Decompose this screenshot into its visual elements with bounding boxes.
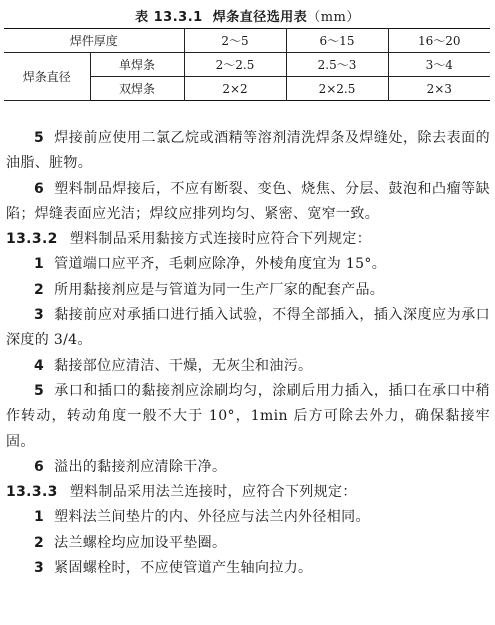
body-text — [6, 126, 490, 581]
clause-number: 5 — [34, 382, 45, 399]
clause-text: 黏接部位应清洁、干燥，无灰尘和油污。 — [54, 357, 313, 374]
section-text: 塑料制品采用法兰连接时，应符合下列规定： — [69, 484, 357, 501]
clause-text: 所用黏接剂应是与管道为同一生产厂家的配套产品。 — [54, 281, 385, 298]
clause-paragraph — [6, 278, 490, 303]
clause-text: 溢出的黏接剂应清除干净。 — [54, 458, 227, 475]
section-text: 塑料制品采用黏接方式连接时应符合下列规定： — [69, 231, 372, 248]
clause-paragraph — [6, 531, 490, 556]
clause-text: 管道端口应平齐，毛刺应除净，外棱角度宜为 15°。 — [54, 256, 387, 273]
clause-number: 6 — [34, 458, 45, 475]
clause-number: 4 — [34, 357, 45, 374]
clause-number: 2 — [34, 534, 45, 551]
clause-paragraph — [6, 556, 490, 581]
clause-number: 3 — [34, 560, 45, 577]
group-label-cell: 焊条直径 — [4, 53, 90, 101]
clause-text: 承口和插口的黏接剂应涂刷均匀，涂刷后用力插入，插口在承口中稍作转动，转动角度一般不大于 10°，1min 后方可除去外力，确保黏接牢固。 — [6, 382, 490, 450]
table-header-row — [4, 29, 490, 53]
section-heading — [6, 227, 490, 252]
table-cell: 3～4 — [388, 53, 490, 77]
table-caption — [0, 6, 495, 25]
clause-number: 6 — [34, 180, 45, 197]
table-cell: 2×2 — [184, 77, 286, 101]
row-label-cell: 单焊条 — [90, 53, 184, 77]
clause-number: 2 — [34, 281, 45, 298]
header-value-cell: 6～15 — [286, 29, 388, 53]
clause-paragraph — [6, 126, 490, 177]
clause-text: 黏接前应对承插口进行插入试验，不得全部插入，插入深度应为承口深度的 3/4。 — [6, 307, 490, 349]
clause-text: 法兰螺栓均应加设平垫圈。 — [54, 534, 227, 551]
section-number: 13.3.3 — [6, 484, 58, 501]
clause-paragraph — [6, 455, 490, 480]
clause-paragraph — [6, 303, 490, 354]
section-number: 13.3.2 — [6, 231, 58, 248]
table-cell: 2.5～3 — [286, 53, 388, 77]
header-value-cell: 2～5 — [184, 29, 286, 53]
table-cell: 2×3 — [388, 77, 490, 101]
clause-number: 1 — [34, 509, 45, 526]
clause-paragraph — [6, 379, 490, 455]
clause-paragraph — [6, 354, 490, 379]
table-caption-title: 焊条直径选用表 — [212, 10, 308, 25]
clause-number: 5 — [34, 130, 45, 146]
clause-paragraph — [6, 505, 490, 530]
electrode-diameter-table — [4, 28, 490, 101]
table-cell: 2～2.5 — [184, 53, 286, 77]
row-label-cell: 双焊条 — [90, 77, 184, 101]
header-label-cell: 焊件厚度 — [4, 29, 184, 53]
clause-number: 1 — [34, 256, 45, 273]
table-caption-number: 表 13.3.1 — [135, 10, 203, 25]
clause-text: 塑料制品焊接后，不应有断裂、变色、烧焦、分层、鼓泡和凸瘤等缺陷；焊缝表面应光洁；焊纹应排列均匀、紧密、宽窄一致。 — [6, 180, 490, 222]
clause-text: 紧固螺栓时，不应使管道产生轴向拉力。 — [54, 560, 313, 577]
clause-text: 塑料法兰间垫片的内、外径应与法兰内外径相同。 — [54, 509, 370, 526]
section-heading — [6, 480, 490, 505]
header-value-cell: 16～20 — [388, 29, 490, 53]
clause-number: 3 — [34, 307, 45, 324]
table-row — [4, 53, 490, 77]
clause-paragraph — [6, 252, 490, 277]
clause-paragraph — [6, 177, 490, 228]
table-caption-unit: （mm） — [307, 10, 360, 25]
clause-text: 焊接前应使用二氯乙烷或酒精等溶剂清洗焊条及焊缝处，除去表面的油脂、脏物。 — [6, 130, 490, 172]
table-cell: 2×2.5 — [286, 77, 388, 101]
